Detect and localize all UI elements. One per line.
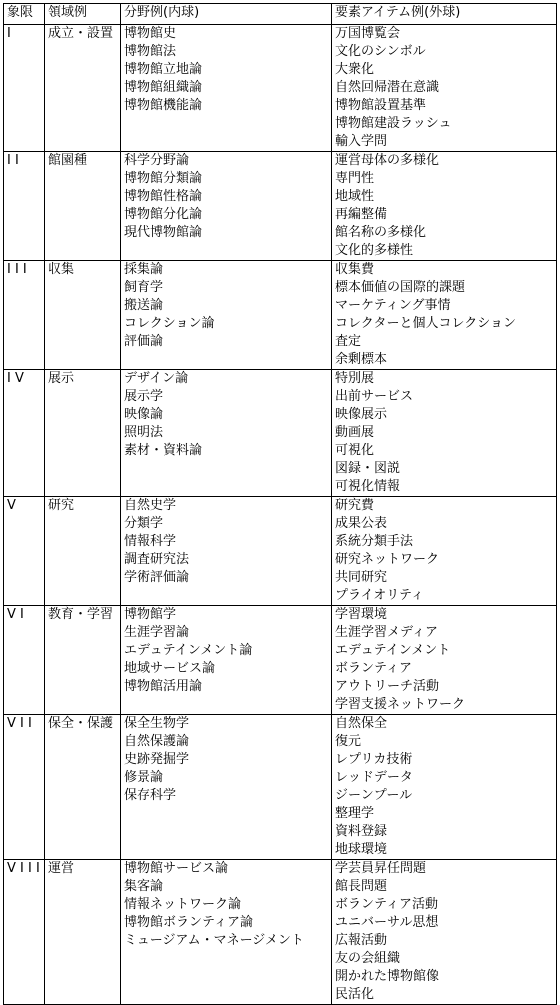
field-cell (121, 860, 332, 1005)
field-cell (121, 370, 332, 497)
field-cell (121, 497, 332, 606)
element-item: 出前サービス (335, 389, 414, 404)
element-item: 大衆化 (335, 62, 375, 77)
field-item: 自然史学 (124, 498, 177, 513)
table-row (4, 497, 557, 606)
field-item: 博物館史 (124, 26, 177, 41)
element-item: 友の会組織 (335, 951, 401, 966)
element-item: 学芸員昇任問題 (335, 861, 427, 876)
domain-cell: 館園種 (45, 152, 121, 261)
element-cell (332, 497, 557, 606)
quadrant-cell: V I (4, 606, 45, 715)
element-item: 開かれた博物館像 (335, 969, 440, 984)
table-row (4, 606, 557, 715)
domain-cell: 成立・設置 (45, 25, 121, 152)
element-item: 特別展 (335, 371, 375, 386)
element-item: 可視化 (335, 443, 375, 458)
table-row (4, 261, 557, 370)
quadrant-cell: I (4, 25, 45, 152)
element-item: 自然保全 (335, 716, 388, 731)
element-item: 民活化 (335, 987, 375, 1002)
element-item: レプリカ技術 (335, 752, 413, 767)
table-row (4, 25, 557, 152)
element-item: ボランティア活動 (335, 897, 438, 912)
field-item: 博物館法 (124, 44, 177, 59)
field-cell (121, 261, 332, 370)
field-item: 集客論 (124, 879, 164, 894)
field-item: 史跡発掘学 (124, 752, 190, 767)
element-item: 系統分類手法 (335, 534, 414, 549)
quadrant-cell: V (4, 497, 45, 606)
element-cell (332, 261, 557, 370)
element-item: マーケティング事情 (335, 298, 451, 313)
element-item: 研究ネットワーク (335, 552, 440, 567)
field-item: 素材・資料論 (124, 443, 203, 458)
element-cell (332, 860, 557, 1005)
element-item: 万国博覧会 (335, 26, 401, 41)
element-item: エデュテインメント (335, 643, 451, 658)
field-item: 修景論 (124, 770, 164, 785)
field-cell (121, 715, 332, 860)
element-item: 地域性 (335, 189, 375, 204)
element-item: 可視化情報 (335, 479, 401, 494)
field-item: 映像論 (124, 407, 164, 422)
element-item: プライオリティ (335, 588, 424, 603)
element-item: 運営母体の多様化 (335, 153, 440, 168)
field-item: 博物館機能論 (124, 98, 203, 113)
field-item: 博物館活用論 (124, 679, 203, 694)
table-row (4, 860, 557, 1005)
element-item: 館長問題 (335, 879, 388, 894)
domain-cell: 展示 (45, 370, 121, 497)
header-element: 要素アイテム例(外球) (332, 4, 557, 25)
field-item: 地域サービス論 (124, 661, 216, 676)
field-item: 博物館性格論 (124, 189, 203, 204)
element-cell (332, 715, 557, 860)
element-item: コレクターと個人コレクション (335, 316, 516, 331)
element-item: ユニバーサル思想 (335, 915, 439, 930)
element-item: 復元 (335, 734, 362, 749)
field-item: 飼育学 (124, 280, 164, 295)
element-item: 文化のシンボル (335, 44, 426, 59)
domain-cell: 収集 (45, 261, 121, 370)
element-item: 地球環境 (335, 842, 388, 857)
field-item: 情報科学 (124, 534, 177, 549)
element-item: 動画展 (335, 425, 375, 440)
element-item: ボランティア (335, 661, 412, 676)
museum-domain-table (3, 3, 557, 1005)
field-item: 生涯学習論 (124, 625, 190, 640)
element-item: 資料登録 (335, 824, 388, 839)
field-item: エデュテインメント論 (124, 643, 253, 658)
field-item: 科学分野論 (124, 153, 190, 168)
element-item: 生涯学習メディア (335, 625, 438, 640)
field-cell (121, 606, 332, 715)
field-item: 博物館立地論 (124, 62, 203, 77)
element-cell (332, 606, 557, 715)
field-item: 評価論 (124, 334, 164, 349)
element-item: 収集費 (335, 262, 375, 277)
element-item: 博物館設置基準 (335, 98, 427, 113)
element-item: 査定 (335, 334, 362, 349)
element-item: 館名称の多様化 (335, 225, 427, 240)
element-item: レッドデータ (335, 770, 413, 785)
element-item: 研究費 (335, 498, 375, 513)
element-item: 自然回帰潜在意識 (335, 80, 440, 95)
element-item: 広報活動 (335, 933, 388, 948)
table-row (4, 370, 557, 497)
field-item: 展示学 (124, 389, 164, 404)
element-item: 標本価値の国際的課題 (335, 280, 466, 295)
element-item: 成果公表 (335, 516, 388, 531)
element-cell (332, 25, 557, 152)
domain-cell: 研究 (45, 497, 121, 606)
table-body (4, 25, 557, 1005)
field-item: 博物館学 (124, 607, 177, 622)
element-item: 学習支援ネットワーク (335, 697, 466, 712)
field-item: コレクション論 (124, 316, 215, 331)
field-item: 採集論 (124, 262, 164, 277)
quadrant-cell: V I I (4, 715, 45, 860)
element-item: 映像展示 (335, 407, 388, 422)
header-row (4, 4, 557, 25)
header-quadrant: 象限 (4, 4, 45, 25)
element-item: 再編整備 (335, 207, 388, 222)
field-item: 調査研究法 (124, 552, 190, 567)
element-item: 専門性 (335, 171, 375, 186)
header-field: 分野例(内球) (121, 4, 332, 25)
quadrant-cell: I I (4, 152, 45, 261)
header-domain: 領域例 (45, 4, 121, 25)
field-cell (121, 152, 332, 261)
field-item: 照明法 (124, 425, 164, 440)
field-item: 自然保護論 (124, 734, 190, 749)
field-item: 博物館分化論 (124, 207, 203, 222)
element-item: 博物館建設ラッシュ (335, 116, 452, 131)
element-cell (332, 370, 557, 497)
domain-cell: 教育・学習 (45, 606, 121, 715)
quadrant-cell: V I I I (4, 860, 45, 1005)
field-item: 搬送論 (124, 298, 164, 313)
field-item: ミュージアム・マネージメント (124, 933, 304, 948)
domain-cell: 運営 (45, 860, 121, 1005)
field-cell (121, 25, 332, 152)
field-item: 分類学 (124, 516, 164, 531)
field-item: 学術評価論 (124, 570, 190, 585)
element-item: 共同研究 (335, 570, 388, 585)
field-item: デザイン論 (124, 371, 189, 386)
element-item: 文化的多様性 (335, 243, 414, 258)
table-row (4, 152, 557, 261)
table-row (4, 715, 557, 860)
field-item: 博物館ボランティア論 (124, 915, 253, 930)
element-item: 余剰標本 (335, 352, 388, 367)
field-item: 博物館組織論 (124, 80, 203, 95)
element-item: 整理学 (335, 806, 375, 821)
element-cell (332, 152, 557, 261)
table-header (4, 4, 557, 25)
field-item: 現代博物館論 (124, 225, 203, 240)
element-item: ジーンプール (335, 788, 413, 803)
field-item: 情報ネットワーク論 (124, 897, 242, 912)
domain-cell: 保全・保護 (45, 715, 121, 860)
element-item: 図録・図説 (335, 461, 401, 476)
element-item: 学習環境 (335, 607, 388, 622)
field-item: 博物館サービス論 (124, 861, 229, 876)
quadrant-cell: I I I (4, 261, 45, 370)
element-item: 輸入学問 (335, 134, 388, 149)
field-item: 博物館分類論 (124, 171, 203, 186)
element-item: アウトリーチ活動 (335, 679, 440, 694)
field-item: 保全生物学 (124, 716, 190, 731)
quadrant-cell: I V (4, 370, 45, 497)
field-item: 保存科学 (124, 788, 177, 803)
